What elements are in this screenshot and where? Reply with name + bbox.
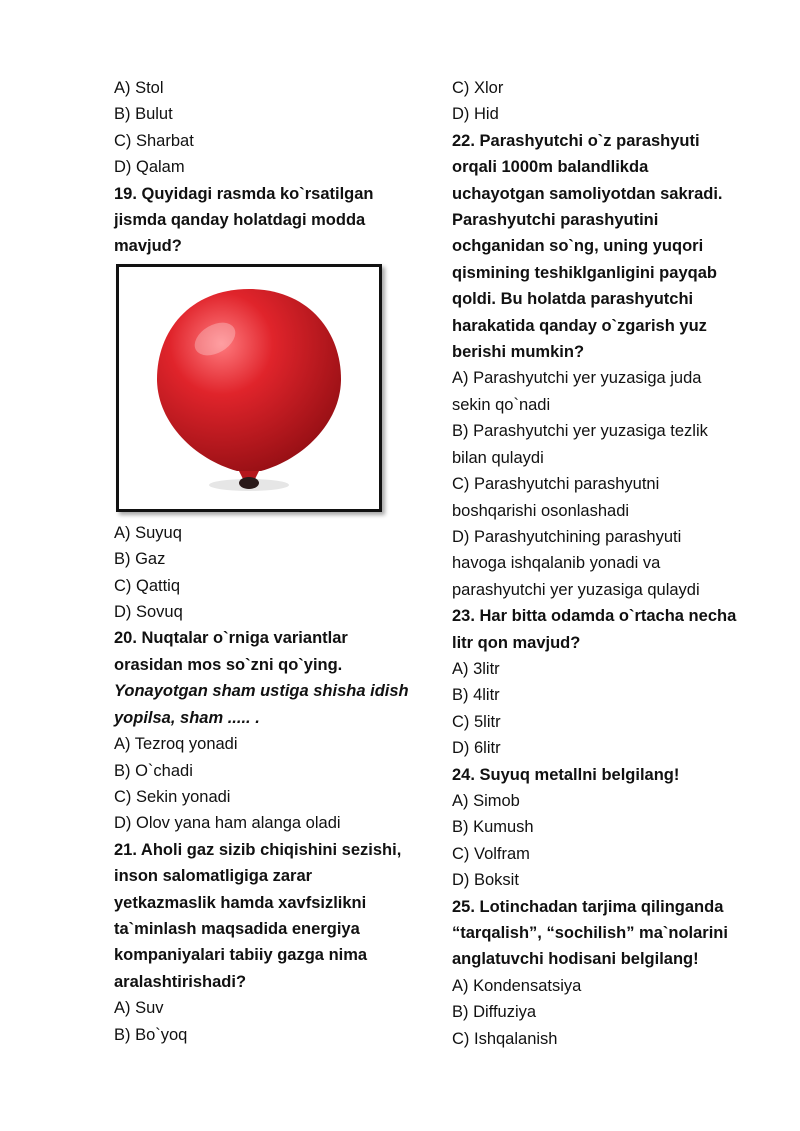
q20-italic-line-2: yopilsa, sham ..... . (114, 708, 260, 727)
q20-text-line-1: 20. Nuqtalar o`rniga variantlar (114, 629, 348, 648)
q19-option-a: A) Suyuq (114, 523, 182, 542)
q24-option-d: D) Boksit (452, 871, 519, 890)
q23-option-d: D) 6litr (452, 739, 501, 758)
q19-option-b: B) Gaz (114, 550, 166, 569)
red-balloon-icon (119, 267, 379, 509)
q22-option-d-line-1: D) Parashyutchining parashyuti (452, 527, 682, 546)
q19-option-d: D) Sovuq (114, 603, 183, 622)
q20-option-d: D) Olov yana ham alanga oladi (114, 814, 341, 833)
q20-option-b: B) O`chadi (114, 761, 193, 780)
q22-text-line-8: harakatida qanday o`zgarish yuz (452, 316, 707, 335)
right-column (452, 75, 752, 1052)
q24-option-b: B) Kumush (452, 818, 534, 837)
q22-option-a-line-2: sekin qo`nadi (452, 395, 551, 414)
q25-text-line-1: 25. Lotinchadan tarjima qilinganda (452, 897, 724, 916)
q21-text-line-2: inson salomatligiga zarar (114, 867, 313, 886)
q21-option-c: C) Xlor (452, 79, 504, 97)
q21-text-line-3: yetkazmaslik hamda xavfsizlikni (114, 893, 367, 912)
q19-option-c: C) Qattiq (114, 576, 181, 595)
q25-text-line-3: anglatuvchi hodisani belgilang! (452, 950, 699, 969)
q18-option-c: C) Sharbat (114, 131, 194, 150)
q19-balloon-figure (116, 264, 382, 512)
q22-text-line-1: 22. Parashyutchi o`z parashyuti (452, 131, 700, 150)
left-column (114, 75, 414, 1048)
q18-option-d: D) Qalam (114, 158, 185, 177)
q19-text-line-3: mavjud? (114, 237, 182, 256)
q22-option-b-line-1: B) Parashyutchi yer yuzasiga tezlik (452, 422, 708, 441)
q21-text-line-4: ta`minlash maqsadida energiya (114, 919, 360, 938)
q21-option-a: A) Suv (114, 999, 164, 1018)
q22-option-d-line-2: havoga ishqalanib yonadi va (452, 554, 661, 573)
q25-option-a: A) Kondensatsiya (452, 976, 582, 995)
q20-option-a: A) Tezroq yonadi (114, 735, 238, 754)
q21-option-d: D) Hid (452, 105, 499, 124)
q20-italic-line-1: Yonayotgan sham ustiga shisha idish (114, 682, 409, 701)
q19-text-line-1: 19. Quyidagi rasmda ko`rsatilgan (114, 184, 374, 203)
q22-text-line-7: qoldi. Bu holatda parashyutchi (452, 290, 694, 309)
q18-option-a: A) Stol (114, 79, 164, 97)
q22-option-a-line-1: A) Parashyutchi yer yuzasiga juda (452, 369, 702, 388)
q22-text-line-5: ochganidan so`ng, uning yuqori (452, 237, 704, 256)
q23-text-line-1: 23. Har bitta odamda o`rtacha necha (452, 607, 737, 626)
q22-option-c-line-1: C) Parashyutchi parashyutni (452, 475, 660, 494)
q22-text-line-4: Parashyutchi parashyutini (452, 211, 659, 230)
q24-option-a: A) Simob (452, 791, 520, 810)
q25-option-c: C) Ishqalanish (452, 1029, 558, 1048)
q21-text-line-6: aralashtirishadi? (114, 972, 247, 991)
q21-option-b: B) Bo`yoq (114, 1025, 188, 1044)
q20-text-line-2: orasidan mos so`zni qo`ying. (114, 655, 343, 674)
q23-text-line-2: litr qon mavjud? (452, 633, 581, 652)
q23-option-c: C) 5litr (452, 712, 501, 731)
q18-option-b: B) Bulut (114, 105, 173, 124)
q22-text-line-6: qismining teshiklganligini payqab (452, 263, 717, 282)
q23-option-b: B) 4litr (452, 686, 500, 705)
q24-option-c: C) Volfram (452, 844, 530, 863)
q21-text-line-1: 21. Aholi gaz sizib chiqishini sezishi, (114, 840, 402, 859)
q19-text-line-2: jismda qanday holatdagi modda (114, 211, 366, 230)
q22-option-d-line-3: parashyutchi yer yuzasiga qulaydi (452, 580, 700, 599)
q25-text-line-2: “tarqalish”, “sochilish” ma`nolarini (452, 924, 728, 942)
q21-text-line-5: kompaniyalari tabiiy gazga nima (114, 946, 368, 965)
q22-option-c-line-2: boshqarishi osonlashadi (452, 501, 630, 520)
q22-text-line-9: berishi mumkin? (452, 343, 585, 362)
q20-option-c: C) Sekin yonadi (114, 787, 231, 806)
q22-option-b-line-2: bilan qulaydi (452, 448, 544, 467)
q23-option-a: A) 3litr (452, 659, 500, 678)
q25-option-b: B) Diffuziya (452, 1003, 537, 1022)
q24-text-line-1: 24. Suyuq metallni belgilang! (452, 765, 680, 784)
q22-text-line-2: orqali 1000m balandlikda (452, 158, 649, 177)
q22-text-line-3: uchayotgan samoliyotdan sakradi. (452, 184, 723, 203)
